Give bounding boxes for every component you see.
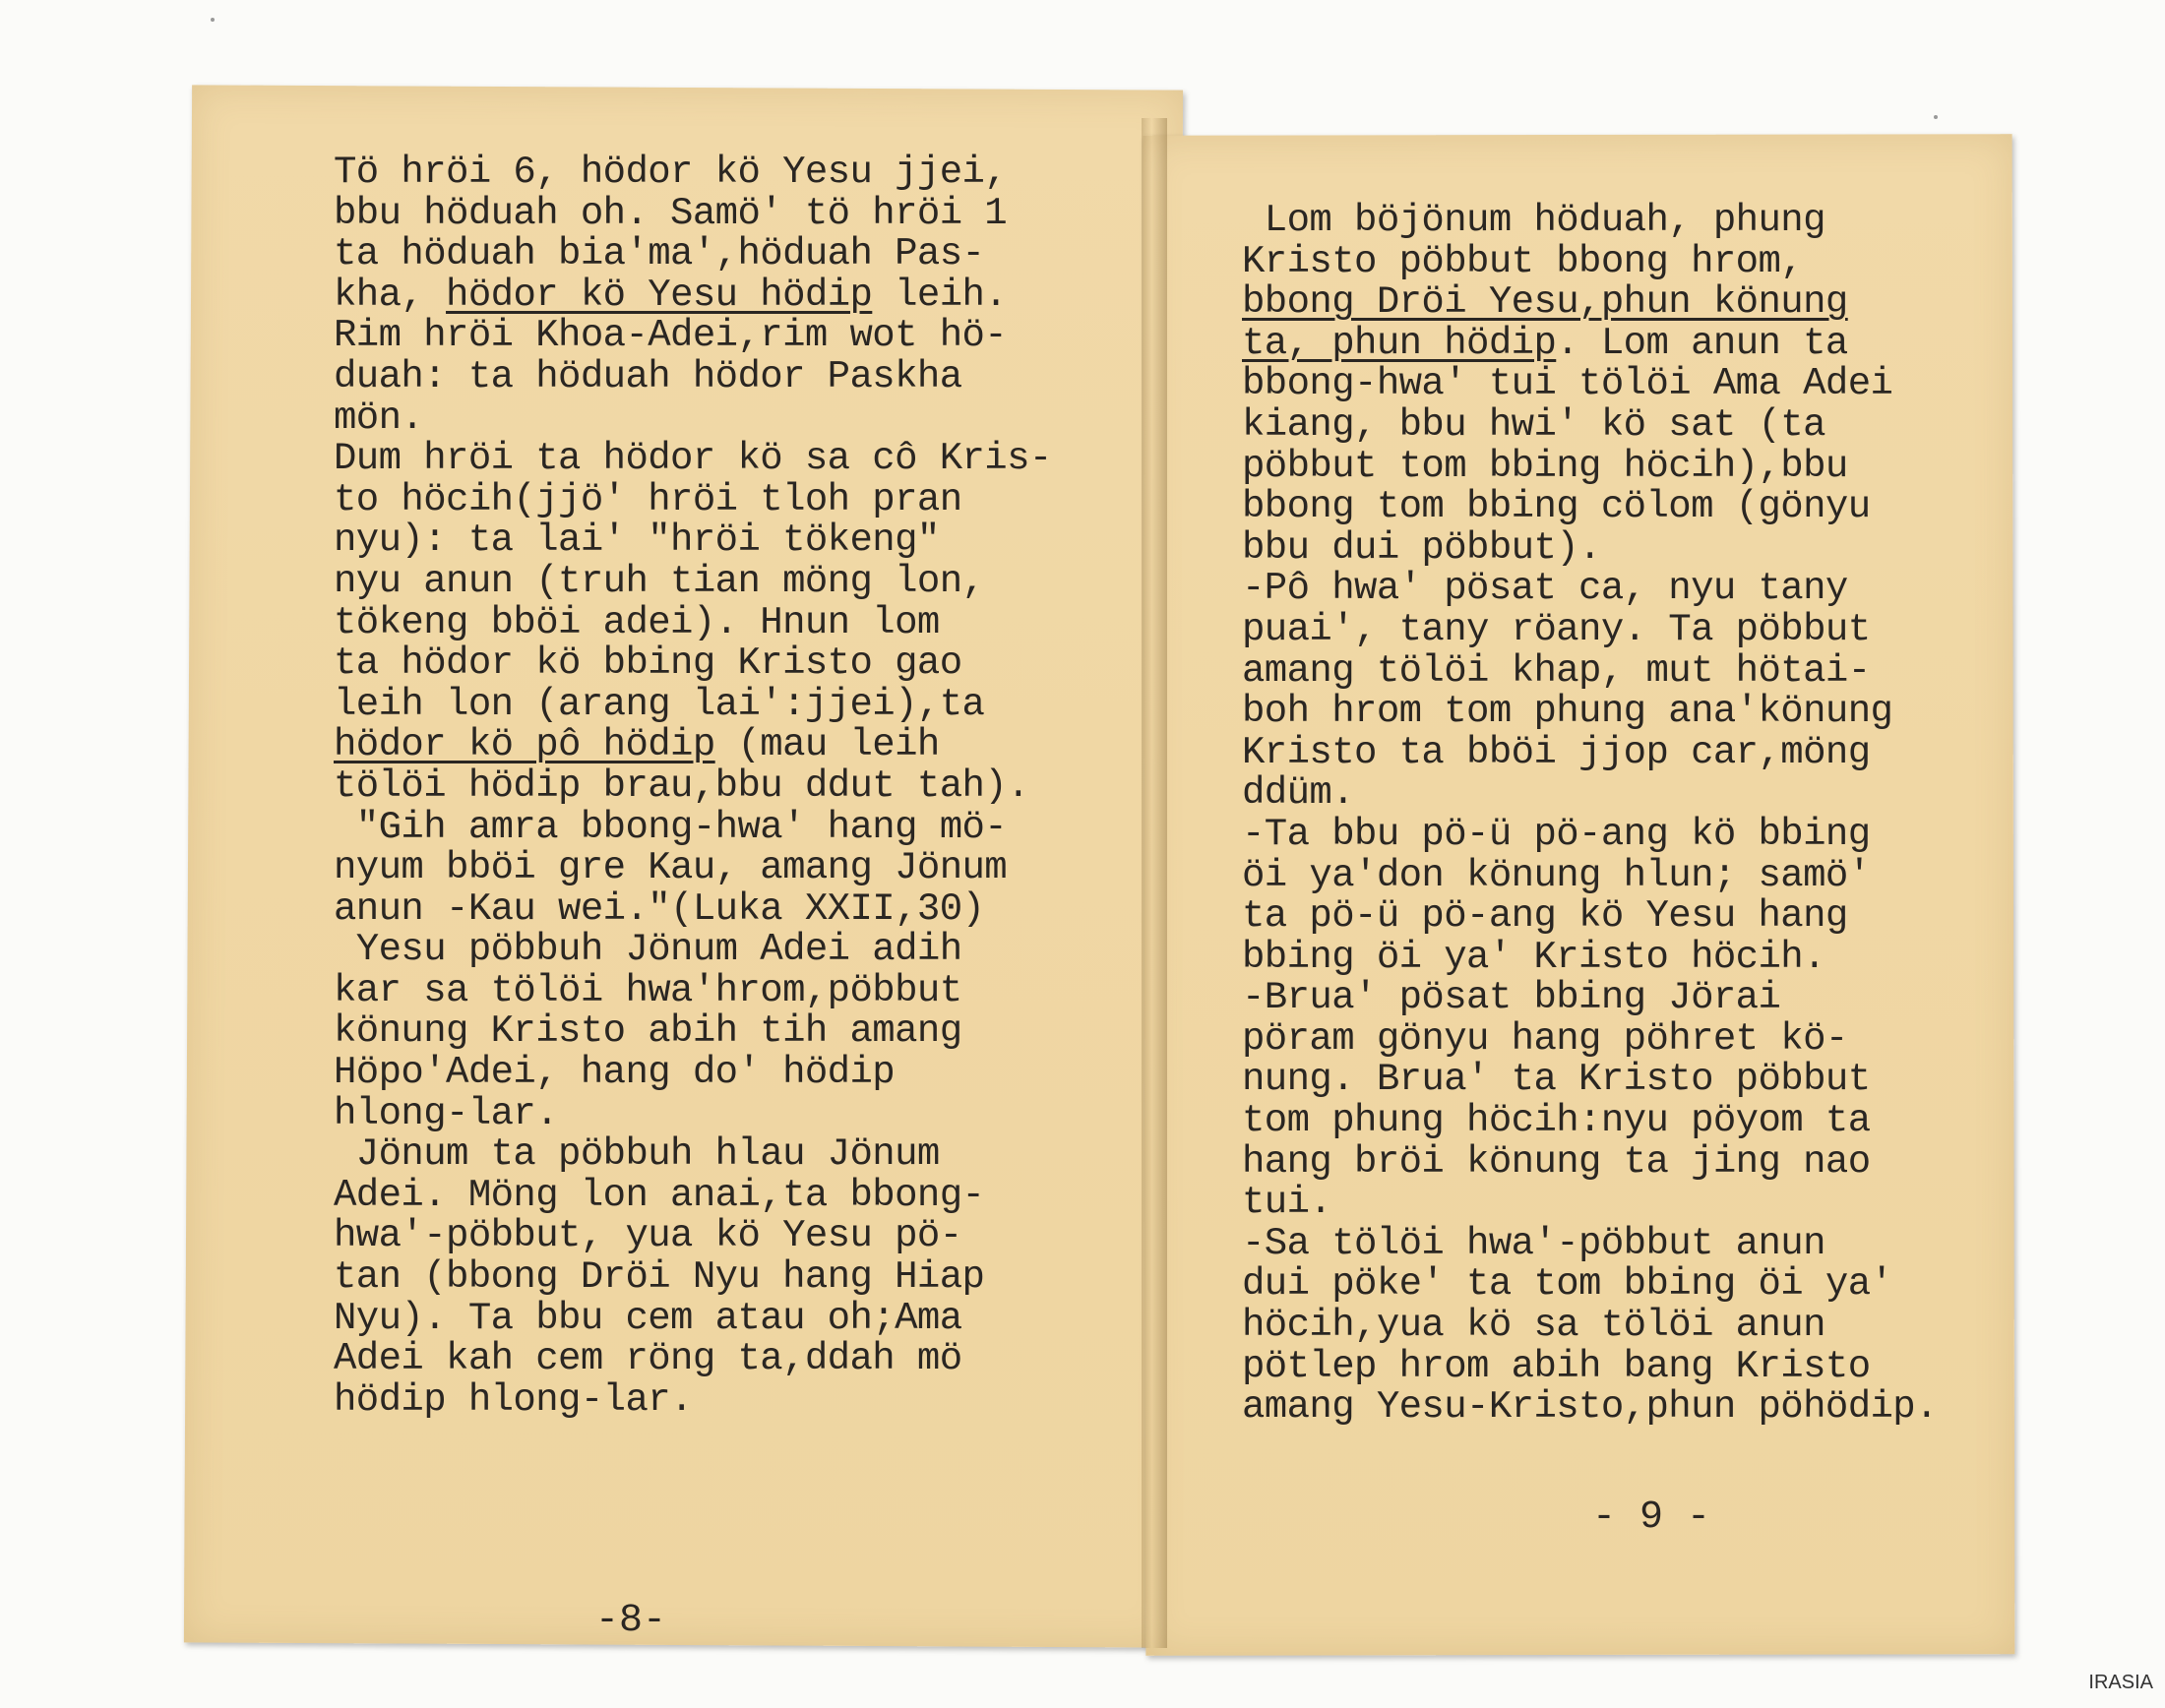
text-run: Lom böjönum höduah, phung <box>1242 199 1825 242</box>
text-line <box>334 1173 1052 1217</box>
text-line <box>1242 364 1938 405</box>
text-line <box>334 439 1052 480</box>
text-line <box>334 1134 1052 1176</box>
text-line <box>334 191 1052 235</box>
text-line <box>334 152 1052 194</box>
text-line <box>1242 1016 1938 1061</box>
text-run: leih lon (arang lai':jjei),ta <box>334 682 985 726</box>
text-line <box>1242 773 1938 815</box>
text-line <box>334 275 1052 317</box>
text-line <box>334 886 1052 931</box>
text-run: dui pöke' ta tom bbing öi ya' <box>1242 1262 1893 1307</box>
text-line <box>1242 935 1938 979</box>
text-line <box>334 1377 1052 1422</box>
text-run: -Pô hwa' pösat ca, nyu tany <box>1242 567 1848 611</box>
text-line <box>334 398 1052 440</box>
text-line <box>334 805 1052 849</box>
text-run: bbing öi ya' Kristo höcih. <box>1242 935 1825 979</box>
text-run: tölöi hödip brau,bbu ddut tah). <box>334 763 1029 808</box>
text-line <box>334 316 1052 357</box>
text-run: Jönum ta pöbbuh hlau Jönum <box>334 1132 940 1177</box>
text-line <box>334 1339 1052 1380</box>
text-run: boh hrom tom phung ana'könung <box>1242 690 1893 734</box>
text-line <box>334 1216 1052 1257</box>
text-run: Adei. Möng lon anai,ta bbong- <box>334 1173 985 1217</box>
text-line <box>334 725 1052 766</box>
right-page-number: - 9 - <box>1592 1495 1711 1540</box>
text-run: to höcih(jjö' hröi tloh pran <box>334 477 962 521</box>
text-line <box>1242 1060 1938 1101</box>
text-run: -Sa tölöi hwa'-pöbbut anun <box>1242 1221 1825 1265</box>
text-run: kha, <box>334 273 447 317</box>
text-run: kiang, bbu hwi' kö sat (ta <box>1242 402 1825 447</box>
text-line <box>334 600 1052 644</box>
text-run: hlong-lar. <box>334 1091 559 1135</box>
underlined-text: hödor kö Yesu hödip <box>446 273 873 317</box>
text-line <box>334 559 1052 603</box>
underlined-text: ta, phun hödip <box>1242 321 1557 365</box>
text-run: Nyu). Ta bbu cem atau oh;Ama <box>334 1296 962 1340</box>
text-line <box>1242 1183 1938 1224</box>
text-run: hang bröi könung ta jing nao <box>1242 1139 1871 1184</box>
text-line <box>334 1011 1052 1053</box>
watermark: IRASIA <box>2088 1672 2153 1693</box>
text-line <box>334 930 1052 971</box>
text-line <box>334 1091 1052 1135</box>
text-run: hödip hlong-lar. <box>334 1377 693 1422</box>
text-line <box>1242 282 1938 324</box>
text-run: Tö hröi 6, hödor kö Yesu jjei, <box>334 151 1008 194</box>
text-line <box>1242 402 1938 447</box>
text-line <box>1242 201 1938 242</box>
text-line <box>334 643 1052 685</box>
text-run: Dum hröi ta hödor kö sa cô Kris- <box>334 437 1052 481</box>
text-run: puai', tany röany. Ta pöbbut <box>1242 607 1871 651</box>
text-line <box>334 1053 1052 1094</box>
text-line <box>334 682 1052 726</box>
text-run: Höpo'Adei, hang do' hödip <box>334 1051 896 1095</box>
text-line <box>1242 569 1938 610</box>
text-line <box>1242 1387 1938 1429</box>
text-run: tom phung höcih:nyu pöyom ta <box>1242 1099 1871 1143</box>
text-run: ta höduah bia'ma',höduah Pas- <box>334 232 985 276</box>
text-line <box>334 1296 1052 1340</box>
text-run: tan (bbong Dröi Nyu hang Hiap <box>334 1255 985 1300</box>
text-line <box>334 477 1052 521</box>
text-run: -Brua' pösat bbing Jörai <box>1242 976 1781 1020</box>
text-run: ta pö-ü pö-ang kö Yesu hang <box>1242 894 1848 939</box>
left-page-text <box>334 152 1052 1421</box>
text-run: bbong-hwa' tui tölöi Ama Adei <box>1242 362 1893 406</box>
text-run: pöram gönyu hang pöhret kö- <box>1242 1016 1848 1061</box>
text-run: Adei kah cem röng ta,ddah mö <box>334 1337 962 1381</box>
text-run: pöbbut tom bbing höcih),bbu <box>1242 444 1848 488</box>
text-line <box>334 763 1052 808</box>
text-line <box>334 968 1052 1012</box>
text-line <box>1242 692 1938 733</box>
text-line <box>1242 648 1938 693</box>
text-run: tökeng bböi adei). Hnun lom <box>334 600 940 644</box>
underlined-text: hödor kö pô hödip <box>334 723 715 767</box>
text-run: ta hödor kö bbing Kristo gao <box>334 641 962 686</box>
text-run: höcih,yua kö sa tölöi anun <box>1242 1304 1825 1348</box>
text-run: Rim hröi Khoa-Adei,rim wot hö- <box>334 314 1008 358</box>
text-run: bbu dui pöbbut). <box>1242 525 1601 570</box>
text-line <box>334 234 1052 275</box>
text-run: amang tölöi khap, mut hötai- <box>1242 648 1871 693</box>
text-run: anun -Kau wei."(Luka XXII,30) <box>334 886 985 931</box>
text-line <box>334 520 1052 562</box>
text-run: nyum bböi gre Kau, amang Jönum <box>334 846 1008 890</box>
text-run: bbong tom bbing cölom (gönyu <box>1242 485 1871 529</box>
right-page-text <box>1242 201 1938 1429</box>
text-run: öi ya'don könung hlun; samö' <box>1242 853 1871 897</box>
text-line <box>1242 730 1938 774</box>
text-line <box>1242 1139 1938 1184</box>
text-run: leih. <box>872 273 1008 317</box>
text-line <box>1242 896 1938 938</box>
text-line <box>1242 444 1938 488</box>
left-page-number: -8- <box>595 1599 667 1643</box>
text-line <box>1242 525 1938 570</box>
text-run: nung. Brua' ta Kristo pöbbut <box>1242 1058 1871 1102</box>
text-run: Kristo pöbbut bbong hrom, <box>1242 239 1804 283</box>
text-run: pötlep hrom abih bang Kristo <box>1242 1344 1871 1388</box>
text-line <box>334 354 1052 398</box>
dust-speck <box>1934 115 1938 119</box>
text-run: nyu anun (truh tian möng lon, <box>334 559 985 603</box>
text-line <box>1242 321 1938 365</box>
text-line <box>1242 853 1938 897</box>
text-line <box>1242 812 1938 856</box>
text-line <box>1242 487 1938 528</box>
text-line <box>1242 1344 1938 1388</box>
text-run: tui. <box>1242 1181 1332 1225</box>
text-run: . Lom anun ta <box>1556 321 1848 365</box>
text-line <box>1242 1101 1938 1142</box>
text-run: "Gih amra bbong-hwa' hang mö- <box>334 805 1008 849</box>
text-line <box>1242 978 1938 1019</box>
text-run: (mau leih <box>714 723 940 767</box>
text-line <box>1242 1306 1938 1347</box>
text-line <box>1242 1221 1938 1265</box>
text-run: ddüm. <box>1242 771 1355 816</box>
text-run: Kristo ta bböi jjop car,möng <box>1242 730 1871 774</box>
text-line <box>1242 239 1938 283</box>
underlined-text: bbong Dröi Yesu,phun könung <box>1242 280 1848 325</box>
text-run: mön. <box>334 396 424 440</box>
text-line <box>334 1257 1052 1299</box>
text-run: amang Yesu-Kristo,phun pöhödip. <box>1242 1385 1938 1430</box>
book-gutter <box>1142 118 1167 1648</box>
text-run: -Ta bbu pö-ü pö-ang kö bbing <box>1242 812 1871 856</box>
text-run: duah: ta höduah hödor Paskha <box>334 354 962 398</box>
text-line <box>334 848 1052 889</box>
text-run: könung Kristo abih tih amang <box>334 1009 962 1054</box>
dust-speck <box>211 18 215 22</box>
text-run: hwa'-pöbbut, yua kö Yesu pö- <box>334 1214 962 1258</box>
text-run: kar sa tölöi hwa'hrom,pöbbut <box>334 968 962 1012</box>
text-run: nyu): ta lai' "hröi tökeng" <box>334 518 940 563</box>
text-line <box>1242 1264 1938 1306</box>
text-run: Yesu pöbbuh Jönum Adei adih <box>334 928 962 972</box>
text-line <box>1242 607 1938 651</box>
text-run: bbu höduah oh. Samö' tö hröi 1 <box>334 191 1008 235</box>
